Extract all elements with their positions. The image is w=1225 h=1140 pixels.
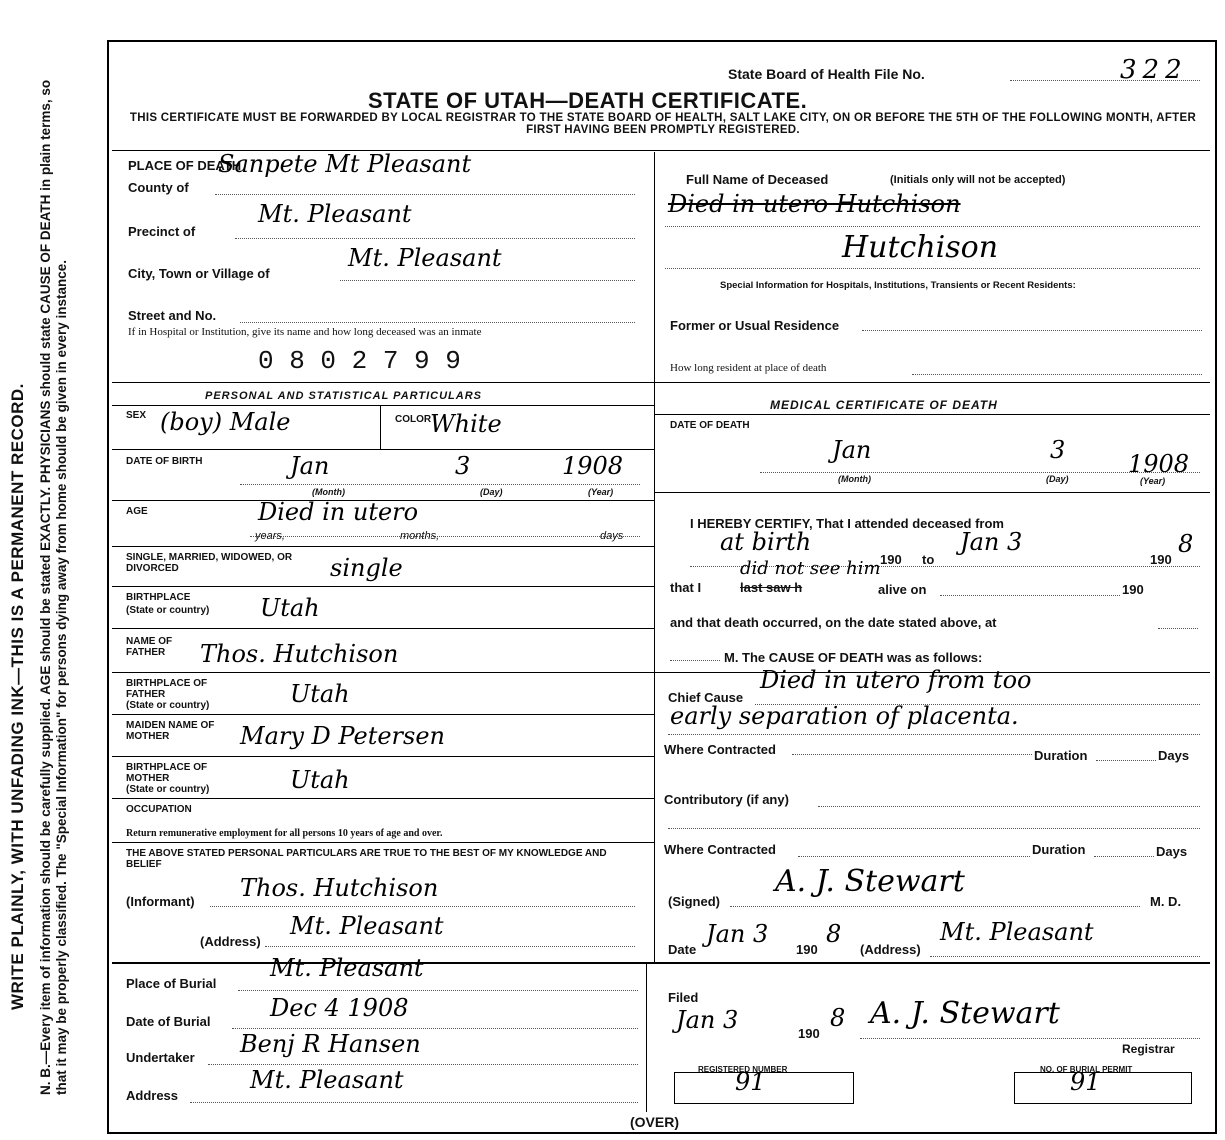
birthplace-sub: (State or country): [126, 605, 210, 616]
duration-1: Duration: [1034, 748, 1088, 763]
file-label: State Board of Health File No.: [728, 66, 925, 82]
certify-text: I HEREBY CERTIFY, That I attended deceased from: [690, 516, 1004, 531]
dod-day: 3: [1050, 436, 1066, 464]
father-value: Thos. Hutchison: [200, 640, 399, 668]
row-rule-6: [112, 628, 654, 629]
undertaker-value: Benj R Hansen: [240, 1030, 421, 1058]
birthplace-value: Utah: [260, 594, 320, 622]
date-label: Date: [668, 942, 697, 957]
burial-permit-value: 91: [1070, 1068, 1101, 1096]
section-rule: [112, 382, 654, 383]
place-of-death-label: PLACE OF DEATH: [128, 158, 242, 173]
street-line: [240, 322, 635, 323]
forwarding-notice: THIS CERTIFICATE MUST BE FORWARDED BY LOCAL REGISTRAR TO THE STATE BOARD OF HEALTH, SALT LAKE CITY, ON OR BEFORE THE 5TH OF THE FOLLOWING MONTH, AFTER FIRST HAVING BEEN PROMPTLY REGISTERED.: [129, 112, 1197, 136]
did-not-see: did not see him: [740, 558, 881, 579]
informant-value: Thos. Hutchison: [240, 874, 439, 902]
registered-number-label: REGISTERED NUMBER: [698, 1065, 788, 1074]
physician-address-line: [930, 956, 1200, 957]
and-that-text: and that death occurred, on the date stated above, at: [670, 615, 997, 630]
over-label: (OVER): [630, 1114, 679, 1130]
dob-line: [240, 484, 640, 485]
medical-heading: MEDICAL CERTIFICATE OF DEATH: [770, 398, 998, 412]
dob-day: 3: [455, 452, 471, 480]
dob-label: DATE OF BIRTH: [126, 456, 203, 467]
color-label: COLOR: [395, 414, 432, 425]
dob-day-caption: (Day): [480, 487, 503, 497]
last-saw: last saw h: [740, 580, 803, 595]
birthplace-label: BIRTHPLACE: [126, 592, 191, 603]
precinct-line: [235, 238, 635, 239]
age-line: [250, 536, 640, 537]
where-contracted-2: Where Contracted: [664, 842, 776, 857]
m-line: [670, 660, 720, 661]
burial-date-label: Date of Burial: [126, 1014, 211, 1029]
days-1: Days: [1158, 748, 1190, 763]
registrar-label: Registrar: [1122, 1042, 1175, 1056]
chief-cause-label: Chief Cause: [668, 690, 744, 705]
undertaker-label: Undertaker: [126, 1050, 195, 1065]
county-value: Sanpete Mt Pleasant: [218, 150, 472, 178]
mother-bp-sub: (State or country): [126, 784, 210, 795]
contributory-line: [818, 806, 1200, 807]
row-rule-2: [112, 449, 654, 450]
name-line-2: [665, 268, 1200, 269]
street-label: Street and No.: [128, 308, 217, 323]
informant-address-label: (Address): [200, 934, 261, 949]
dob-month-caption: (Month): [312, 487, 345, 497]
registered-number-value: 91: [735, 1068, 766, 1096]
where-contracted-1: Where Contracted: [664, 742, 776, 757]
color-value: White: [430, 410, 502, 438]
row-rule-7: [112, 672, 654, 673]
dod-month-caption: (Month): [838, 474, 871, 484]
to-year: 8: [1178, 530, 1194, 558]
chief-line-2: [668, 734, 1200, 735]
where-line-1: [792, 754, 1032, 755]
mother-label: MAIDEN NAME OF MOTHER: [126, 720, 215, 742]
sex-divider: [380, 405, 381, 449]
undertaker-address-label: Address: [126, 1088, 179, 1103]
dod-day-caption: (Day): [1046, 474, 1069, 484]
dod-year-caption: (Year): [1140, 476, 1166, 486]
side-note: N. B.—Every item of information should be carefully supplied. AGE should be stated EXACTLY. PHYSICIANS should state CAUSE OF DEATH in plain terms, so that it may be properly classified. The "Special Information" for persons dying away from home should be given in every instance.: [38, 79, 69, 1095]
county-line: [215, 194, 635, 195]
column-divider: [654, 152, 655, 962]
md-label: M. D.: [1150, 894, 1182, 909]
precinct-label: Precinct of: [128, 224, 196, 239]
father-bp-sub: (State or country): [126, 700, 210, 711]
days-2: Days: [1156, 844, 1188, 859]
deceased-name: Hutchison: [842, 230, 999, 265]
alive-on: alive on: [878, 582, 927, 597]
stamp-number: 0 8 0 2 7 9 9: [258, 346, 461, 376]
registrar-signature: A. J. Stewart: [870, 996, 1060, 1031]
registrar-line: [860, 1038, 1200, 1039]
filed-190: 190: [798, 1026, 820, 1041]
age-label: AGE: [126, 506, 148, 517]
row-rule-8: [112, 714, 654, 715]
full-name-note: (Initials only will not be accepted): [890, 174, 1066, 186]
duration-line-2: [1094, 856, 1154, 857]
physician-address-label: (Address): [860, 942, 921, 957]
burial-place-label: Place of Burial: [126, 976, 217, 991]
to-label: to: [922, 552, 935, 567]
mother-bp-value: Utah: [290, 766, 350, 794]
address-line: [265, 946, 635, 947]
dob-year-caption: (Year): [588, 487, 614, 497]
dob-year: 1908: [562, 452, 624, 480]
sex-label: SEX: [126, 410, 147, 421]
contributory-label: Contributory (if any): [664, 792, 789, 807]
from-190: 190: [880, 552, 902, 567]
precinct-value: Mt. Pleasant: [258, 200, 412, 228]
permanent-record-note: WRITE PLAINLY, WITH UNFADING INK—THIS IS A PERMANENT RECORD.: [8, 383, 27, 1010]
marital-value: single: [330, 554, 403, 582]
personal-heading: PERSONAL AND STATISTICAL PARTICULARS: [205, 390, 482, 402]
occupation-label: OCCUPATION: [126, 804, 192, 815]
age-value: Died in utero: [258, 498, 419, 526]
city-line: [340, 280, 635, 281]
informant-label: (Informant): [126, 894, 195, 909]
duration-2: Duration: [1032, 842, 1086, 857]
informant-line: [210, 906, 635, 907]
hospital-note: If in Hospital or Institution, give its name and how long deceased was an inmate: [128, 326, 482, 338]
alive-190: 190: [1122, 582, 1144, 597]
name-line-1: [665, 226, 1200, 227]
occupation-note: Return remunerative employment for all persons 10 years of age and over.: [126, 828, 443, 839]
deceased-name-struck: Died in utero Hutchison: [668, 190, 961, 218]
attest-text: THE ABOVE STATED PERSONAL PARTICULARS ARE TRUE TO THE BEST OF MY KNOWLEDGE AND BELIEF: [126, 848, 607, 870]
physician-address: Mt. Pleasant: [940, 918, 1094, 946]
physician-signature: A. J. Stewart: [775, 864, 965, 899]
years-caption: years,: [255, 530, 285, 542]
where-line-2: [798, 856, 1030, 857]
city-label: City, Town or Village of: [128, 266, 270, 281]
months-caption: months,: [400, 530, 440, 542]
alive-line: [940, 595, 1120, 596]
former-residence-line: [862, 330, 1202, 331]
date-190: 190: [796, 942, 818, 957]
row-rule-1: [112, 405, 654, 406]
how-long-label: How long resident at place of death: [670, 362, 827, 374]
row-rule-10: [112, 798, 654, 799]
row-rule-9: [112, 756, 654, 757]
chief-cause-2: early separation of placenta.: [670, 702, 1019, 730]
row-rule-5: [112, 586, 654, 587]
row-rule-4: [112, 546, 654, 547]
file-number: 322: [1120, 55, 1188, 85]
sex-value: (boy) Male: [160, 408, 291, 436]
certificate-date: Jan 3: [706, 920, 769, 948]
dod-month: Jan: [832, 436, 872, 464]
and-that-line: [1158, 628, 1198, 629]
certificate-title: STATE OF UTAH—DEATH CERTIFICATE.: [368, 88, 808, 113]
mother-value: Mary D Petersen: [240, 722, 445, 750]
special-info-label: Special Information for Hospitals, Institutions, Transients or Recent Residents:: [720, 280, 1076, 291]
chief-cause-1: Died in utero from too: [760, 666, 1032, 694]
mother-bp-label: BIRTHPLACE OF MOTHER: [126, 762, 208, 784]
signed-line: [730, 906, 1140, 907]
duration-line-1: [1096, 760, 1156, 761]
undertaker-address-line: [190, 1102, 638, 1103]
contributory-line-2: [668, 828, 1200, 829]
medical-rule: [654, 414, 1210, 415]
dod-label: DATE OF DEATH: [670, 420, 750, 431]
father-bp-value: Utah: [290, 680, 350, 708]
burial-date-value: Dec 4 1908: [270, 994, 409, 1022]
how-long-line: [912, 374, 1202, 375]
cause-line: M. The CAUSE OF DEATH was as follows:: [724, 650, 983, 665]
burial-place-value: Mt. Pleasant: [270, 954, 424, 982]
dod-line: [760, 472, 1200, 473]
dob-month: Jan: [290, 452, 330, 480]
bottom-divider: [646, 962, 647, 1112]
burial-permit-label: NO. OF BURIAL PERMIT: [1040, 1065, 1133, 1074]
that-i-label: that I: [670, 580, 702, 595]
burial-place-line: [238, 990, 638, 991]
county-label: County of: [128, 180, 189, 195]
to-190: 190: [1150, 552, 1172, 567]
undertaker-address-value: Mt. Pleasant: [250, 1066, 404, 1094]
signed-label: (Signed): [668, 894, 720, 909]
certificate-year: 8: [826, 920, 842, 948]
days-caption: days: [600, 530, 624, 542]
marital-label: SINGLE, MARRIED, WIDOWED, OR DIVORCED: [126, 552, 293, 574]
attended-from: at birth: [720, 528, 812, 556]
former-residence-label: Former or Usual Residence: [670, 318, 840, 333]
informant-address-value: Mt. Pleasant: [290, 912, 444, 940]
filed-label: Filed: [668, 990, 699, 1005]
filed-date: Jan 3: [676, 1006, 739, 1034]
burial-date-line: [232, 1028, 638, 1029]
city-value: Mt. Pleasant: [348, 244, 502, 272]
row-rule-11: [112, 842, 654, 843]
father-label: NAME OF FATHER: [126, 636, 173, 658]
filed-year: 8: [830, 1004, 846, 1032]
attended-to: Jan 3: [960, 528, 1023, 556]
father-bp-label: BIRTHPLACE OF FATHER: [126, 678, 208, 700]
medical-rule-2: [654, 492, 1210, 493]
undertaker-line: [208, 1064, 638, 1065]
full-name-label: Full Name of Deceased: [686, 172, 829, 187]
dod-year: 1908: [1128, 450, 1190, 478]
right-rule: [654, 382, 1210, 383]
burial-permit-box: [1014, 1072, 1192, 1104]
